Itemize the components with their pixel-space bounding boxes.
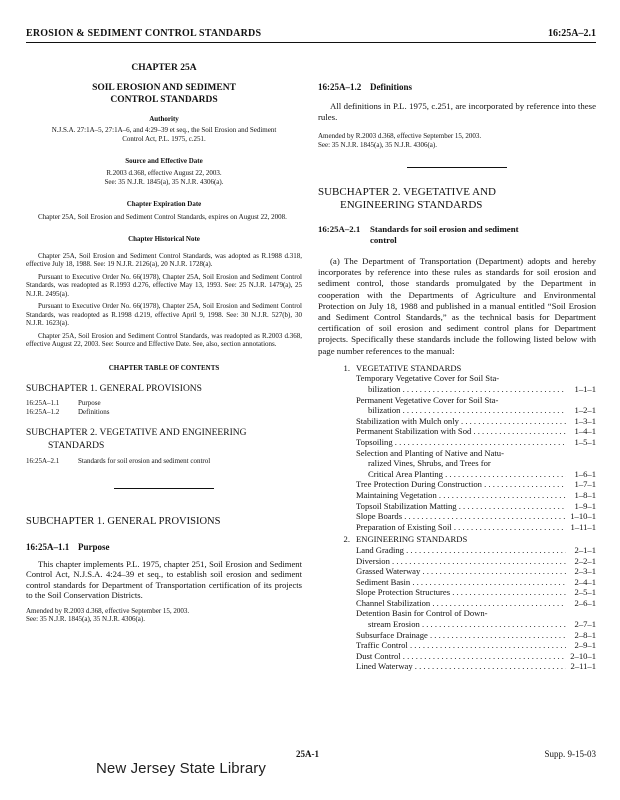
list-item-text: Sediment Basin . . . — [356, 577, 566, 588]
list-item-page: 2–10–1 — [570, 650, 596, 661]
toc-subchapter-2-line1: SUBCHAPTER 2. VEGETATIVE AND ENGINEERING — [26, 427, 247, 438]
section-number: 16:25A–1.1 — [26, 541, 70, 552]
list-item-page: 2–2–1 — [574, 555, 596, 566]
toc-row[interactable] — [26, 399, 302, 408]
list-group — [318, 363, 596, 374]
list-item-page: 2–6–1 — [574, 597, 596, 608]
list-group — [318, 534, 596, 545]
list-item-line — [318, 608, 596, 619]
authority-label: Authority — [149, 115, 179, 123]
list-item-page: 2–4–1 — [574, 576, 596, 587]
list-item — [318, 437, 596, 448]
list-item-page: 2–1–1 — [574, 544, 596, 555]
list-item-text: Critical Area Planting . . . — [356, 469, 566, 480]
list-item — [318, 501, 596, 512]
divider — [114, 488, 214, 489]
list-item-text: Grassed Waterway . . . — [356, 566, 566, 577]
list-item-text: Dust Control . . . — [356, 651, 566, 662]
divider — [407, 167, 507, 168]
toc-label: CHAPTER TABLE OF CONTENTS — [108, 363, 220, 372]
list-item-text: Topsoiling . . . — [356, 437, 566, 448]
header-section-number: 16:25A–2.1 — [547, 28, 596, 39]
section-number: 16:25A–2.1 — [318, 224, 361, 234]
list-item-page: 1–5–1 — [574, 436, 596, 447]
toc-list-2 — [26, 457, 302, 466]
list-item — [318, 405, 596, 416]
list-item-page: 2–9–1 — [574, 640, 596, 651]
toc-list-1 — [26, 399, 302, 417]
list-item — [318, 384, 596, 395]
section-text: This chapter implements P.L. 1975, chapter 251, Soil Erosion and Sediment Control Act, N.J.S.A. 4:24–39 et seq., to establish soil erosion and sediment control standards for Department of Transportation certification of its projects to the Soil Conservation Districts. — [26, 558, 302, 601]
list-item — [318, 469, 596, 480]
list-item-text: bilization . . . — [356, 384, 566, 395]
list-item-text: Channel Stabilization . . . — [356, 598, 566, 609]
subchapter-2-heading-line2: ENGINEERING STANDARDS — [340, 199, 483, 211]
list-item — [318, 651, 596, 662]
section-number: 16:25A–1.2 — [318, 82, 362, 92]
list-item-page: 1–7–1 — [574, 479, 596, 490]
section-title-line2: control — [370, 235, 397, 245]
left-column — [26, 56, 302, 624]
list-item-text: Land Grading . . . — [356, 545, 566, 556]
list-item-page: 2–3–1 — [574, 566, 596, 577]
section-title: Purpose — [78, 541, 110, 552]
toc-subchapter-2-line2: STANDARDS — [48, 440, 105, 451]
list-item — [318, 619, 596, 630]
list-item-page: 2–5–1 — [574, 587, 596, 598]
page-number: 25A-1 — [296, 749, 319, 759]
list-item — [318, 640, 596, 651]
toc-row-title: Definitions — [78, 407, 110, 416]
chapter-title-line1: SOIL EROSION AND SEDIMENT — [92, 83, 236, 93]
expiration-text: Chapter 25A, Soil Erosion and Sediment Control Standards, expires on August 22, 2008. — [38, 213, 287, 221]
group-items — [318, 545, 596, 672]
subchapter-1-heading: SUBCHAPTER 1. GENERAL PROVISIONS — [26, 515, 221, 527]
chapter-title-line2: CONTROL STANDARDS — [110, 95, 218, 105]
toc-row-title: Purpose — [78, 398, 101, 407]
expiration-label: Chapter Expiration Date — [126, 200, 202, 208]
section-title-line1: Standards for soil erosion and sediment — [370, 224, 519, 234]
header-title: EROSION & SEDIMENT CONTROL STANDARDS — [26, 28, 262, 39]
list-item-text: Detention Basin for Control of Down- — [356, 608, 488, 619]
list-item-page: 1–3–1 — [574, 415, 596, 426]
list-item — [318, 556, 596, 567]
list-item-text: Slope Protection Structures . . . — [356, 587, 566, 598]
list-item — [318, 426, 596, 437]
list-item-page: 1–4–1 — [574, 426, 596, 437]
group-title: ENGINEERING STANDARDS — [356, 534, 468, 545]
list-item — [318, 630, 596, 641]
list-item — [318, 661, 596, 672]
supplement-date: Supp. 9-15-03 — [544, 749, 596, 759]
section-heading — [26, 542, 302, 553]
list-item-page: 2–8–1 — [574, 629, 596, 640]
list-item — [318, 577, 596, 588]
history-label: Chapter Historical Note — [128, 234, 200, 243]
list-item-line — [318, 373, 596, 384]
toc-row-number: 16:25A–1.2 — [26, 407, 60, 416]
list-item-page: 1–11–1 — [570, 521, 596, 532]
list-item — [318, 522, 596, 533]
list-item-page: 1–6–1 — [574, 468, 596, 479]
standards-list — [318, 363, 596, 672]
list-item-text: Subsurface Drainage . . . — [356, 630, 566, 641]
source-label: Source and Effective Date — [125, 157, 203, 165]
list-item-text: Stabilization with Mulch only . . . — [356, 416, 566, 427]
toc-row[interactable] — [26, 408, 302, 417]
list-item-text: Topsoil Stabilization Matting . . . — [356, 501, 566, 512]
list-item-text: Diversion . . . — [356, 556, 566, 567]
list-item — [318, 598, 596, 609]
subchapter-2-heading-line1: SUBCHAPTER 2. VEGETATIVE AND — [318, 186, 496, 198]
list-item-text: bilization . . . — [356, 405, 566, 416]
list-item-text: Maintaining Vegetation . . . — [356, 490, 566, 501]
amendment-see: See: 35 N.J.R. 1845(a), 35 N.J.R. 4306(a). — [318, 140, 437, 149]
list-item-text: Tree Protection During Construction . . . — [356, 479, 566, 490]
section-text: (a) The Department of Transportation (Department) adopts and hereby incorporates by reference into these rules as standards for soil erosion and sediment control, those standards promulgated by the Department in cooperation with the Departments of Agriculture and Environmental Protection on July 18, 1988 and published in a manual entitled “Soil Erosion and Sediment Control Standards,” as the technical basis for Department certification of soil erosion and sediment control plans for Department projects. Specifically these standards include the following listed below with page number references to the manual: — [318, 256, 596, 356]
toc-row-number: 16:25A–2.1 — [26, 456, 60, 465]
list-item-text: ralized Vines, Shrubs, and Trees for — [368, 458, 491, 469]
list-item-page: 2–7–1 — [574, 619, 596, 630]
list-item-text: Temporary Vegetative Cover for Soil Sta- — [356, 373, 500, 384]
section-title — [370, 224, 596, 246]
list-item — [318, 490, 596, 501]
list-item-page: 1–9–1 — [574, 500, 596, 511]
list-item — [318, 566, 596, 577]
list-item-text: Permanent Stabilization with Sod . . . — [356, 426, 566, 437]
history-paragraph-4: Chapter 25A, Soil Erosion and Sediment Control Standards, was readopted as R.2003 d.368, effective August 22, 2003. See: Source and Effective Date. See, also, section annotations. — [26, 331, 302, 348]
section-title: Definitions — [370, 82, 413, 92]
library-watermark: New Jersey State Library — [96, 760, 266, 777]
list-item-text: stream Erosion . . . — [356, 619, 566, 630]
list-item-line — [318, 458, 596, 469]
source-text-1: R.2003 d.368, effective August 22, 2003. — [106, 169, 222, 177]
list-item-page: 1–1–1 — [574, 384, 596, 395]
list-item-page: 2–11–1 — [570, 661, 596, 672]
right-column — [318, 82, 596, 672]
list-item-line — [318, 395, 596, 406]
list-item — [318, 511, 596, 522]
list-item-text: Lined Waterway . . . — [356, 661, 566, 672]
amendment-see: See: 35 N.J.R. 1845(a), 35 N.J.R. 4306(a). — [26, 615, 145, 624]
list-item — [318, 479, 596, 490]
section-text: All definitions in P.L. 1975, c.251, are incorporated by reference into these rules. — [318, 101, 596, 122]
history-paragraph-1: Chapter 25A, Soil Erosion and Sediment Control Standards, was adopted as R.1988 d.318, effective July 18, 1988. See: 19 N.J.R. 2126(a), 20 N.J.R. 1728(a). — [26, 251, 302, 268]
section-heading — [318, 82, 596, 93]
list-item-page: 1–8–1 — [574, 489, 596, 500]
chapter-number: CHAPTER 25A — [131, 63, 197, 73]
group-title: VEGETATIVE STANDARDS — [356, 362, 462, 373]
list-item-page: 1–10–1 — [570, 511, 596, 522]
list-item-line — [318, 448, 596, 459]
history-paragraph-3: Pursuant to Executive Order No. 66(1978), Chapter 25A, Soil Erosion and Sediment Control Standards, was readopted as R.1998 d.219, effective April 9, 1998. See: 30 N.J.R. 527(b), 30 N.J.R. 1623(a). — [26, 302, 302, 327]
list-item — [318, 545, 596, 556]
amendment-note: Amended by R.2003 d.368, effective September 15, 2003. — [26, 606, 190, 615]
list-item-text: Selection and Planting of Native and Natu- — [356, 447, 504, 458]
toc-row[interactable] — [26, 457, 302, 466]
section-heading — [318, 224, 596, 246]
authority-text: N.J.S.A. 27:1A–5, 27:1A–6, and 4:29–39 et seq., the Soil Erosion and Sediment Control Act, P.L. 1975, c.251. — [51, 126, 277, 143]
list-item-text: Preparation of Existing Soil . . . — [356, 522, 566, 533]
history-paragraph-2: Pursuant to Executive Order No. 66(1978), Chapter 25A, Soil Erosion and Sediment Control Standards, was readopted as R.1993 d.276, effective May 13, 1993. See: 25 N.J.R. 1479(a), 25 N.J.R. 2495(a). — [26, 272, 302, 298]
group-items — [318, 373, 596, 532]
toc-row-number: 16:25A–1.1 — [26, 398, 60, 407]
list-item-page: 1–2–1 — [574, 405, 596, 416]
group-number: 1. — [343, 362, 350, 373]
source-text-2: See: 35 N.J.R. 1845(a), 35 N.J.R. 4306(a). — [104, 178, 224, 186]
list-item-text: Slope Boards . . . — [356, 511, 566, 522]
toc-row-title: Standards for soil erosion and sediment control — [78, 456, 211, 465]
group-number: 2. — [343, 534, 350, 545]
toc-subchapter-1: SUBCHAPTER 1. GENERAL PROVISIONS — [26, 383, 202, 394]
running-header — [26, 24, 596, 43]
list-item-text: Traffic Control . . . — [356, 640, 566, 651]
list-item — [318, 416, 596, 427]
list-item-text: Permanent Vegetative Cover for Soil Sta- — [356, 394, 499, 405]
amendment-note: Amended by R.2003 d.368, effective September 15, 2003. — [318, 132, 482, 140]
list-item — [318, 587, 596, 598]
